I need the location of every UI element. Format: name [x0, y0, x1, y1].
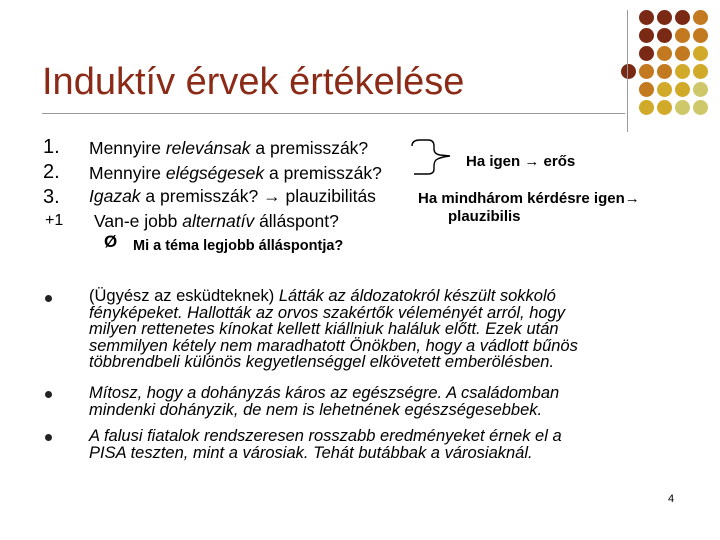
dot-decoration — [675, 100, 690, 115]
dot-decoration — [693, 10, 708, 25]
vertical-divider — [627, 10, 628, 132]
example-text: Látták az áldozatokról készült sokkoló — [278, 287, 556, 305]
question-relevance — [89, 138, 368, 158]
all-three-note-line1: Ha mindhárom kérdésre igen→ — [418, 190, 640, 207]
example-prefix: (Ügyész az esküdteknek) — [89, 287, 279, 305]
list-number-plus-one: +1 — [45, 212, 64, 229]
dot-decoration — [675, 82, 690, 97]
dot-decoration — [693, 46, 708, 61]
bullet-dot — [45, 391, 52, 398]
example-line: Mítosz, hogy a dohányzás káros az egészségre. A családomban — [89, 384, 560, 402]
list-number-3: 3. — [43, 186, 60, 208]
example-line: semmilyen kétely nem maradhatott Önökben, hogy a vádlott bűnös — [89, 336, 578, 355]
example-line: többrendbeli különös kegyetlenséggel elkövetett emberölésben. — [89, 353, 555, 371]
question-truth — [89, 186, 376, 206]
page-number: 4 — [668, 493, 675, 505]
question-text: Mennyire — [89, 163, 166, 183]
dot-decoration — [657, 46, 672, 61]
bullet-dot — [45, 295, 52, 302]
example-pisa — [89, 428, 649, 461]
dot-decoration — [657, 100, 672, 115]
brace-note: Ha igen → erős — [466, 153, 576, 170]
dot-decoration — [693, 100, 708, 115]
dot-decoration — [657, 10, 672, 25]
title-underline — [42, 113, 625, 114]
dot-decoration — [639, 10, 654, 25]
example-line: A falusi fiatalok rendszeresen rosszabb eredményeket érnek el a — [89, 427, 562, 445]
question-text: álláspont? — [254, 211, 339, 231]
dot-decoration — [693, 28, 708, 43]
list-number-1: 1. — [43, 136, 60, 158]
dot-decoration — [639, 100, 654, 115]
question-text: a premisszák? → plauzibilitás — [140, 186, 376, 206]
dot-decoration — [657, 64, 672, 79]
question-emphasis: relevánsak — [165, 138, 251, 158]
example-line: PISA teszten, mint a városiak. Tehát butábbak a városiaknál. — [89, 443, 533, 462]
sub-arrow-icon: Ø — [104, 232, 118, 251]
example-line: milyen rettenetes kínokat kellett kiállniuk haláluk előtt. Ezek után — [89, 320, 559, 338]
question-emphasis: alternatív — [182, 211, 255, 231]
all-three-note-line2: plauzibilis — [448, 208, 521, 225]
example-line: mindenki dohányzik, de nem is lehetnének egészségesebbek. — [89, 400, 543, 419]
question-alternative — [94, 211, 339, 231]
dot-decoration — [621, 64, 636, 79]
question-text: Van-e jobb — [94, 211, 183, 231]
dot-decoration — [657, 28, 672, 43]
question-sufficiency — [89, 163, 382, 183]
example-line: fényképeket. Hallották az orvos szakértők véleményét arról, hogy — [89, 303, 565, 322]
slide-title: Induktív érvek értékelése — [42, 61, 465, 103]
question-emphasis: elégségesek — [165, 163, 265, 183]
bullet-dot — [45, 434, 52, 441]
example-smoking — [89, 385, 649, 418]
dot-decoration — [675, 46, 690, 61]
dot-decoration — [675, 64, 690, 79]
dot-decoration — [639, 64, 654, 79]
question-text: Mennyire — [89, 138, 166, 158]
dot-decoration — [675, 10, 690, 25]
question-text: a premisszák? — [264, 163, 382, 183]
sub-question: Mi a téma legjobb álláspontja? — [133, 238, 344, 254]
brace-connector — [410, 136, 466, 176]
dot-decoration — [639, 28, 654, 43]
dot-decoration — [675, 28, 690, 43]
list-number-2: 2. — [43, 161, 60, 183]
dot-decoration — [639, 82, 654, 97]
dot-decoration — [693, 64, 708, 79]
dot-decoration — [639, 46, 654, 61]
question-text: a premisszák? — [250, 138, 369, 158]
example-prosecutor — [89, 288, 649, 371]
dot-decoration — [693, 82, 708, 97]
example-line — [89, 288, 649, 305]
dot-decoration — [657, 82, 672, 97]
question-emphasis: Igazak — [89, 186, 141, 206]
